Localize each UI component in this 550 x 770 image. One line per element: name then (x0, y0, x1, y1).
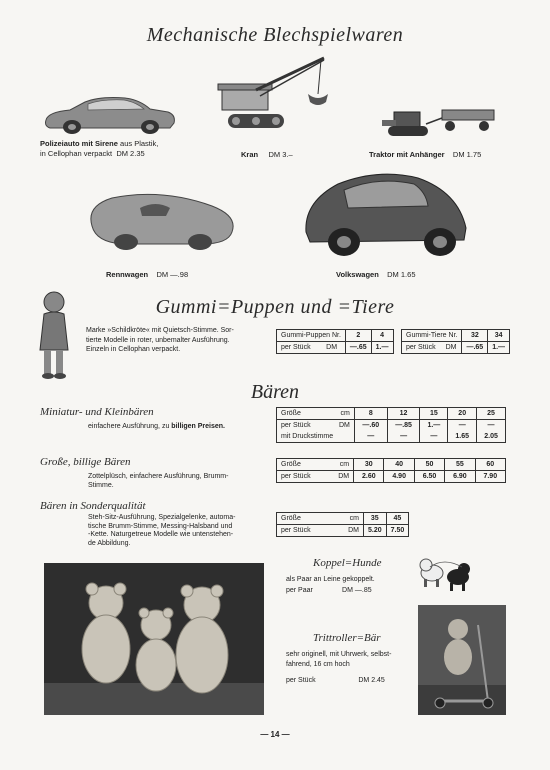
table-cell: 1.— (371, 342, 393, 354)
gummi-desc-line2: tierte Modelle in roter, unbemalter Ausführung. (86, 336, 230, 344)
volkswagen-name: Volkswagen (336, 270, 379, 279)
police-car-price: DM 2.35 (116, 149, 145, 158)
table-cell: 15 (420, 408, 448, 420)
table-cell: — (477, 420, 506, 432)
tritt-price-label: per Stück (286, 677, 316, 684)
koppel-price: DM —.85 (342, 587, 372, 594)
table-cell: 34 (488, 330, 510, 342)
table-cell: 20 (448, 408, 477, 420)
table-cell: 5.20 (364, 525, 387, 537)
table-cell: —.65 (345, 342, 371, 354)
teddy-bears-photo (44, 563, 264, 715)
tritt-price: DM 2.45 (358, 677, 385, 684)
table-cell: 8 (354, 408, 387, 420)
unit-label: DM (328, 471, 354, 483)
race-car-price: DM —.98 (156, 270, 189, 279)
trittroller-title: Trittroller=Bär (313, 632, 381, 644)
gummi-desc-line3: Einzeln in Cellophan verpackt. (86, 346, 181, 353)
tractor-image (380, 104, 500, 140)
koppel-price-label: per Paar (286, 587, 313, 594)
grosse-title: Große, billige Bären (40, 456, 131, 468)
table-cell: 2.60 (354, 471, 384, 483)
row-label: mit Druckstimme (277, 431, 355, 443)
table-cell: 60 (475, 459, 505, 471)
row-label: per Stück (277, 420, 329, 432)
table-cell: 6.90 (445, 471, 475, 483)
gummi-tiere-table (401, 329, 510, 354)
miniatur-table (276, 407, 506, 443)
tritt-desc-line1: sehr originell, mit Uhrwerk, selbst- (286, 651, 392, 658)
row-label: per Stück (277, 471, 328, 483)
grosse-table (276, 458, 506, 483)
table-cell: 45 (386, 513, 409, 525)
baeren-title: Bären (250, 381, 300, 403)
sonder-desc-line2: tische Brumm-Stimme, Messing-Halsband und (88, 522, 233, 530)
table-cell: —.65 (462, 342, 488, 354)
table-cell: 30 (354, 459, 384, 471)
koppel-dogs-image (418, 553, 474, 593)
table-cell: 35 (364, 513, 387, 525)
police-car-image (40, 90, 180, 140)
page-title: Mechanische Blechspielwaren (146, 24, 404, 46)
crane-name: Kran (241, 150, 259, 159)
unit-label: DM (322, 342, 345, 354)
gummi-title: Gummi=Puppen und =Tiere (155, 296, 395, 318)
unit-label: DM (341, 525, 364, 537)
volkswagen-image (298, 162, 474, 262)
unit-label: DM (328, 420, 354, 432)
table-cell: 7.90 (475, 471, 505, 483)
sonder-desc-line3: -Kette. Naturgetreue Modelle wie untenstehen- (88, 531, 234, 538)
row-label: per Stück (277, 342, 323, 354)
gummi-desc-line1: Marke »Schildkröte« mit Quietsch-Stimme. Sor- (86, 327, 234, 334)
koppel-title: Koppel=Hunde (313, 557, 382, 569)
table-cell: 2 (345, 330, 371, 342)
sonder-desc-line4: de Abbildung. (88, 539, 131, 547)
race-car-name: Rennwagen (106, 270, 149, 279)
tractor-name: Traktor mit Anhänger (369, 150, 445, 159)
table-cell: 1.— (488, 342, 510, 354)
sonderqualitaet-title: Bären in Sonderqualität (40, 500, 146, 512)
tritt-desc-line2: fahrend, 16 cm hoch (286, 661, 350, 668)
koppel-desc: als Paar an Leine gekoppelt. (286, 576, 375, 583)
miniatur-desc-bold: billigen Preisen. (171, 423, 225, 430)
table-cell: 2.05 (477, 431, 506, 443)
table-cell: 25 (477, 408, 506, 420)
sonder-table (276, 512, 409, 537)
grosse-desc-line2: Stimme. (88, 482, 114, 489)
police-car-desc2: in Cellophan verpackt (40, 149, 113, 158)
table-cell: 7.50 (386, 525, 409, 537)
table-cell: 4.90 (384, 471, 414, 483)
gummi-puppen-table (276, 329, 394, 354)
row-label: per Stück (277, 525, 342, 537)
table-cell: —.85 (387, 420, 420, 432)
trittroller-photo (418, 605, 506, 715)
table-cell: — (448, 420, 477, 432)
tractor-price: DM 1.75 (452, 150, 482, 159)
table-cell: — (354, 431, 387, 443)
unit-label: cm (341, 513, 364, 525)
crane-price: DM 3.– (268, 150, 293, 159)
row-label: per Stück (402, 342, 442, 354)
grosse-desc-line1: Zottelplüsch, einfachere Ausführung, Brumm- (88, 473, 229, 480)
table-cell: 1.— (420, 420, 448, 432)
unit-label: DM (442, 342, 462, 354)
miniatur-desc: einfachere Ausführung, zu (88, 423, 170, 430)
miniatur-title: Miniatur- und Kleinbären (40, 406, 154, 418)
table-header: Gummi-Tiere Nr. (402, 330, 462, 342)
table-header: Größe (277, 459, 328, 471)
table-cell: —.60 (354, 420, 387, 432)
table-cell: 40 (384, 459, 414, 471)
table-cell: 55 (445, 459, 475, 471)
table-header: Gummi-Puppen Nr. (277, 330, 346, 342)
page-number: — 14 — (260, 730, 290, 739)
unit-label: cm (328, 459, 354, 471)
table-header: Größe (277, 408, 329, 420)
table-cell: 12 (387, 408, 420, 420)
police-car-name: Polizeiauto mit Sirene (40, 139, 118, 148)
table-cell: — (387, 431, 420, 443)
unit-label: cm (328, 408, 354, 420)
police-car-desc1: aus Plastik, (120, 139, 159, 148)
table-cell: 6.50 (414, 471, 444, 483)
table-cell: 32 (462, 330, 488, 342)
race-car-image (82, 186, 242, 258)
table-header: Größe (277, 513, 342, 525)
table-cell: 50 (414, 459, 444, 471)
volkswagen-price: DM 1.65 (387, 270, 416, 279)
sonder-desc-line1: Steh-Sitz-Ausführung, Spezialgelenke, automa- (88, 514, 236, 521)
table-cell: — (420, 431, 448, 443)
table-cell: 4 (371, 330, 393, 342)
crane-image (216, 54, 336, 139)
table-cell: 1.65 (448, 431, 477, 443)
